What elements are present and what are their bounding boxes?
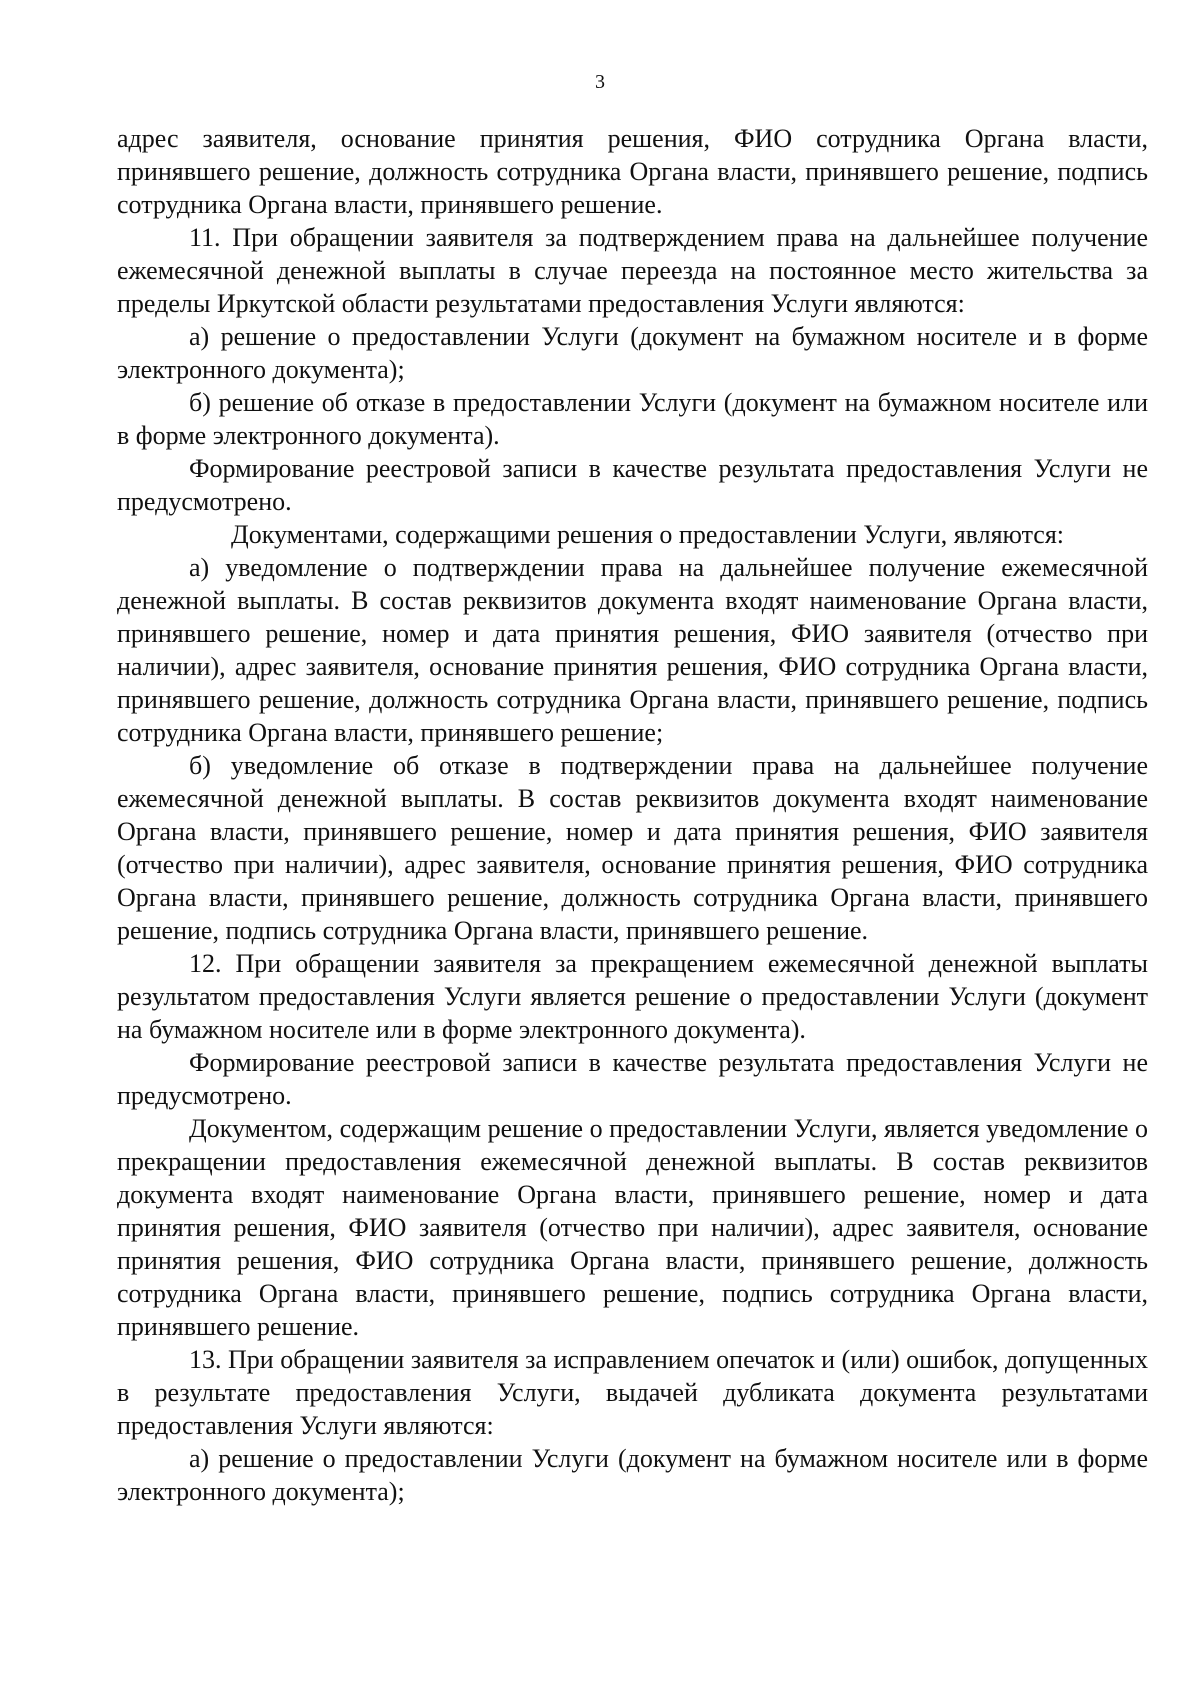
page-number: 3 <box>595 71 605 93</box>
paragraph-notice-confirmation: а) уведомление о подтверждении права на дальнейшее получение ежемесячной денежной выплаты. В состав реквизитов документа входят наименование Органа власти, принявшего решение, номер и дата принятия решения, ФИО заявителя (отчество при наличии), адрес заявителя, основание принятия решения, ФИО сотрудника Органа власти, принявшего решение, должность сотрудника Органа власти, принявшего решение, подпись сотрудника Органа власти, принявшего решение; <box>117 553 1148 747</box>
paragraph-registry-note-2: Формирование реестровой записи в качестве результата предоставления Услуги не предусмотрено. <box>117 1048 1148 1110</box>
paragraph-continuation: адрес заявителя, основание принятия решения, ФИО сотрудника Органа власти, принявшего решение, должность сотрудника Органа власти, принявшего решение, подпись сотрудника Органа власти, принявшего решение. <box>117 124 1148 219</box>
paragraph-subitem-b: б) решение об отказе в предоставлении Услуги (документ на бумажном носителе или в форме электронного документа). <box>117 388 1148 450</box>
paragraph-item-11: 11. При обращении заявителя за подтверждением права на дальнейшее получение ежемесячной денежной выплаты в случае переезда на постоянное место жительства за пределы Иркутской области результатами предоставления Услуги являются: <box>117 223 1148 318</box>
paragraph-item-12: 12. При обращении заявителя за прекращением ежемесячной денежной выплаты результатом предоставления Услуги является решение о предоставлении Услуги (документ на бумажном носителе или в форме электронного документа). <box>117 949 1148 1044</box>
paragraph-subitem-a: а) решение о предоставлении Услуги (документ на бумажном носителе и в форме электронного документа); <box>117 322 1148 384</box>
paragraph-registry-note: Формирование реестровой записи в качестве результата предоставления Услуги не предусмотрено. <box>117 454 1148 516</box>
paragraph-subitem-a-2: а) решение о предоставлении Услуги (документ на бумажном носителе или в форме электронного документа); <box>117 1444 1148 1506</box>
paragraph-item-13: 13. При обращении заявителя за исправлением опечаток и (или) ошибок, допущенных в результате предоставления Услуги, выдачей дубликата документа результатами предоставления Услуги являются: <box>117 1345 1148 1440</box>
paragraph-notice-refusal: б) уведомление об отказе в подтверждении права на дальнейшее получение ежемесячной денежной выплаты. В состав реквизитов документа входят наименование Органа власти, принявшего решение, номер и дата принятия решения, ФИО заявителя (отчество при наличии), адрес заявителя, основание принятия решения, ФИО сотрудника Органа власти, принявшего решение, должность сотрудника Органа власти, принявшего решение, подпись сотрудника Органа власти, принявшего решение. <box>117 751 1148 945</box>
paragraph-notice-termination: Документом, содержащим решение о предоставлении Услуги, является уведомление о прекращении предоставления ежемесячной денежной выплаты. В состав реквизитов документа входят наименование Органа власти, принявшего решение, номер и дата принятия решения, ФИО заявителя (отчество при наличии), адрес заявителя, основание принятия решения, ФИО сотрудника Органа власти, принявшего решение, должность сотрудника Органа власти, принявшего решение, подпись сотрудника Органа власти, принявшего решение. <box>117 1114 1148 1341</box>
paragraph-documents-intro: Документами, содержащими решения о предоставлении Услуги, являются: <box>231 520 1065 549</box>
document-body <box>117 122 1148 1508</box>
